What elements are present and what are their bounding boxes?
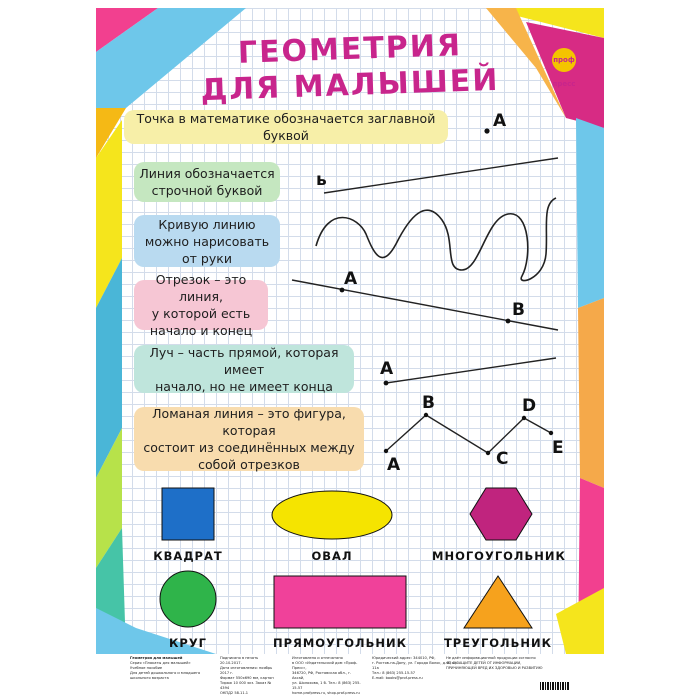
- ray-point-a: [384, 381, 389, 386]
- fact-line-text: Линия обозначается: [139, 166, 275, 181]
- imprint-text: ПРИЧИНЯЮЩЕЙ ВРЕД ИХ ЗДОРОВЬЮ И РАЗВИТИЮ: [446, 666, 543, 670]
- imprint-text: ФЗ О ЗАЩИТЕ ДЕТЕЙ ОТ ИНФОРМАЦИИ,: [446, 661, 522, 665]
- fact-polyline-text: собой отрезков: [198, 457, 300, 472]
- segment-label-b: В: [512, 300, 525, 320]
- imprint-text: Тел.: 8 (863) 255-15-57: [372, 671, 416, 675]
- square-figure: [162, 488, 214, 540]
- line-label: ь: [316, 170, 327, 190]
- circle-label: КРУГ: [168, 636, 208, 650]
- point-dot: [484, 128, 489, 133]
- triangle-figure: [464, 576, 532, 628]
- publisher-logo: проф пресс: [552, 48, 576, 72]
- fact-point-text: Точка в математике обозначается заглавной буквой: [136, 111, 436, 143]
- imprint-text: школьного возраста: [130, 676, 169, 680]
- imprint-text: E-mail: books@prof-press.ru: [372, 676, 423, 680]
- polyline-point-a: [384, 449, 388, 453]
- polyline-label-d: D: [522, 396, 537, 416]
- polyline-point-b: [424, 413, 428, 417]
- polygon-figure: [470, 488, 532, 540]
- imprint-text: Изготовлено и отпечатано: [292, 656, 343, 660]
- imprint-text: home.profpress.ru, shop.prof-press.ru: [292, 691, 360, 695]
- circle-figure: [160, 571, 216, 627]
- square-label: КВАДРАТ: [153, 549, 223, 563]
- imprint-text: Учебное пособие: [130, 666, 163, 670]
- rectangle-figure: [274, 576, 406, 628]
- fact-curve-text: можно нарисовать: [144, 233, 270, 249]
- fact-ray-text: начало, но не имеет конца: [155, 378, 333, 394]
- polyline-label-b: В: [422, 393, 435, 413]
- imprint-text: Подписано в печать 20.10.2017.: [220, 656, 259, 665]
- polyline-point-c: [486, 451, 490, 455]
- polyline-label-a: А: [387, 455, 401, 475]
- imprint-text: г. Ростов-на-Дону, ул. Города Волос, д. 6, оф. 11а: [372, 661, 459, 670]
- title-line-2: ДЛЯ МАЛЫШЕЙ: [200, 62, 500, 109]
- polyline-shape: [386, 415, 551, 453]
- imprint-column-5: [446, 656, 550, 671]
- imprint-text: Геометрия для малышей: [130, 656, 183, 660]
- title-line-1: ГЕОМЕТРИЯ: [237, 28, 463, 71]
- fact-segment-text: у которой есть: [151, 306, 251, 321]
- imprint-text: Формат 550х690 мм, картон: [220, 676, 274, 680]
- imprint-column-1: [130, 656, 210, 681]
- imprint-text: ул. Шолохова, 1 б. Тел.: 8 (863) 255-15-57: [292, 681, 361, 690]
- fact-ray-text: Луч – часть прямой, которая имеет: [149, 344, 339, 377]
- line-shape: [324, 158, 558, 193]
- imprint-text: в ООО «Издательский дом «Проф-Пресс»,: [292, 661, 358, 670]
- imprint-text: Не даёт информационной продукции согласно: [446, 656, 536, 660]
- imprint-text: Тираж 10 000 экз. Заказ № 4394: [220, 681, 272, 690]
- imprint-text: Юридический адрес: 344010, РФ,: [372, 656, 436, 660]
- imprint-text: Серия «Плакаты для малышей»: [130, 661, 191, 665]
- segment-point-b: [506, 319, 511, 324]
- polygon-label: МНОГОУГОЛЬНИК: [432, 549, 566, 563]
- imprint-text: 346720, РФ, Ростовская обл., г. Аксай,: [292, 671, 352, 680]
- barcode: [540, 682, 570, 690]
- imprint-text: Для детей дошкольного и младшего: [130, 671, 201, 675]
- polyline-point-d: [522, 416, 526, 420]
- imprint-text: ОКПД2 58.11.1: [220, 691, 249, 695]
- poster: [96, 8, 604, 695]
- imprint-text: Дата изготовления: ноябрь 2017 г.: [220, 666, 273, 675]
- segment-label-a: А: [344, 269, 358, 289]
- polyline-point-e: [549, 431, 553, 435]
- triangle-label: ТРЕУГОЛЬНИК: [443, 636, 553, 650]
- fact-curve-text: Кривую линию: [158, 216, 256, 232]
- fact-curve-text: от руки: [182, 250, 232, 266]
- fact-polyline-text: состоит из соединённых между: [143, 440, 355, 455]
- oval-figure: [272, 491, 392, 539]
- ray-line: [386, 358, 556, 383]
- fact-segment-text: Отрезок – это линия,: [155, 272, 247, 304]
- polyline-label-c: С: [496, 449, 509, 469]
- fact-line-text: строчной буквой: [151, 183, 263, 198]
- fact-segment-text: начало и конец: [149, 323, 253, 338]
- fact-polyline-text: Ломаная линия – это фигура, которая: [152, 406, 346, 438]
- oval-label: ОВАЛ: [311, 549, 353, 563]
- rectangle-label: ПРЯМОУГОЛЬНИК: [272, 636, 408, 650]
- imprint-column-3: [292, 656, 362, 696]
- imprint-column-2: [220, 656, 280, 696]
- point-label: А: [493, 111, 507, 131]
- imprint-footer: [96, 654, 604, 695]
- polyline-label-e: Е: [552, 438, 564, 458]
- ray-label-a: А: [380, 359, 394, 379]
